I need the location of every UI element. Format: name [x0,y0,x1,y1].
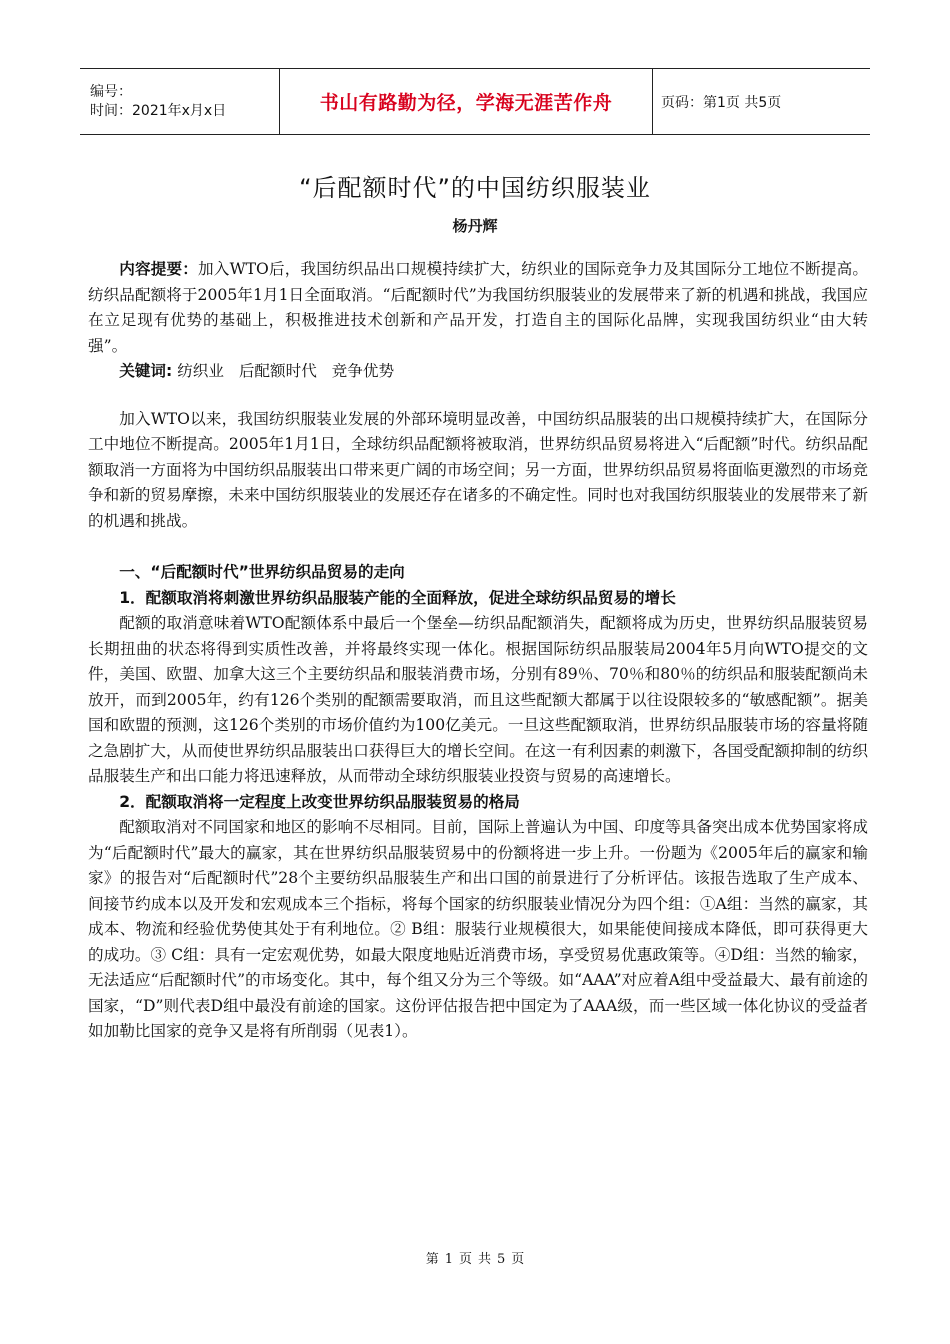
abstract [88,257,868,359]
keywords [88,359,868,385]
intro-paragraph: 加入WTO以来，我国纺织服装业发展的外部环境明显改善，中国纺织品服装的出口规模持续扩大，在国际分工中地位不断提高。2005年1月1日，全球纺织品配额将被取消，世界纺织品贸易将进入“后配额”时代。纺织品配额取消一方面将为中国纺织品服装出口带来更广阔的市场空间；另一方面，世界纺织品贸易将面临更激烈的市场竞争和新的贸易摩擦，未来中国纺织服装业的发展还存在诸多的不确定性。同时也对我国纺织服装业的发展带来了新的机遇和挑战。 [88,409,868,530]
page-footer [0,1248,950,1267]
header-page-info: 页码：第1页 共5页 [661,94,782,111]
abstract-text: 加入WTO后，我国纺织品出口规模持续扩大，纺织业的国际竞争力及其国际分工地位不断提高。纺织品配额将于2005年1月1日全面取消。“后配额时代”为我国纺织服装业的发展带来了新的机遇和挑战，我国应在立足现有优势的基础上，积极推进技术创新和产品开发，打造自主的国际化品牌，实现我国纺织业“由大转强”。 [88,260,868,355]
spacer [88,534,868,560]
document-body [88,257,868,1045]
footer-ye2: 页 [511,1252,525,1267]
footer-ye: 页 [458,1252,472,1267]
spacer [88,385,868,407]
subsection-paragraph-1: 配额的取消意味着WTO配额体系中最后一个堡垒—纺织品配额消失，配额将成为历史，世界纺织品服装贸易长期扭曲的状态将得到实质性改善，并将最终实现一体化。根据国际纺织品服装局2004年5月向WTO提交的文件，美国、欧盟、加拿大这三个主要纺织品和服装消费市场，分别有89％、70％和80％的纺织品和服装配额尚未放开，而到2005年，约有126个类别的配额需要取消，而且这些配额大都属于以往设限较多的“敏感配额”。据美国和欧盟的预测，这126个类别的市场价值约为100亿美元。一旦这些配额取消，世界纺织品服装市场的容量将随之急剧扩大，从而使世界纺织品服装出口获得巨大的增长空间。在这一有利因素的刺激下，各国受配额抑制的纺织品服装生产和出口能力将迅速释放，从而带动全球纺织服装业投资与贸易的高速增长。 [88,614,868,785]
abstract-label: 内容提要： [119,260,199,278]
footer-total-pages: 5 [497,1252,506,1267]
motto: 书山有路勤为径，学海无涯苦作舟 [319,92,613,114]
footer-page-number: 1 [444,1252,453,1267]
subsection-paragraph-2: 配额取消对不同国家和地区的影响不尽相同。目前，国际上普遍认为中国、印度等具备突出成本优势国家将成为“后配额时代”最大的赢家，其在世界纺织品服装贸易中的份额将进一步上升。一份题为《2005年后的赢家和输家》的报告对“后配额时代”28个主要纺织品服装生产和出口国的前景进行了分析评估。该报告选取了生产成本、间接节约成本以及开发和宏观成本三个指标，将每个国家的纺织服装业情况分为四个组：①A组：当然的赢家，其成本、物流和经验优势使其处于有利地位。② B组：服装行业规模很大，如果能使间接成本降低，即可获得更大的成功。③ C组：具有一定宏观优势，如最大限度地贴近消费市场，享受贸易优惠政策等。④D组：当然的输家，无法适应“后配额时代”的市场变化。其中，每个组又分为三个等级。如“AAA”对应着A组中受益最大、最有前途的国家，“D”则代表D组中最没有前途的国家。这份评估报告把中国定为了AAA级，而一些区域一体化协议的受益者如加勒比国家的竞争又是将有所削弱（见表1）。 [88,818,868,1040]
subsection-heading-1: 1．配额取消将刺激世界纺织品服装产能的全面释放，促进全球纺织品贸易的增长 [119,588,676,607]
document-title: “后配额时代”的中国纺织服装业 [299,174,651,202]
footer-di: 第 [425,1252,439,1267]
keywords-label: 关键词: [119,362,173,380]
subsection-heading-2: 2．配额取消将一定程度上改变世界纺织品服装贸易的格局 [119,792,520,811]
header-motto-cell [280,69,653,134]
number-label: 编号： [90,83,132,100]
header-meta [80,69,280,134]
author: 杨丹辉 [452,217,498,235]
footer-gong: 共 [478,1252,492,1267]
keywords-text: 纺织业 后配额时代 竞争优势 [177,362,395,380]
page-header [80,68,870,135]
time-label: 时间：2021年x月x日 [90,102,227,119]
section-heading: 一、“后配额时代”世界纺织品贸易的走向 [119,563,405,581]
